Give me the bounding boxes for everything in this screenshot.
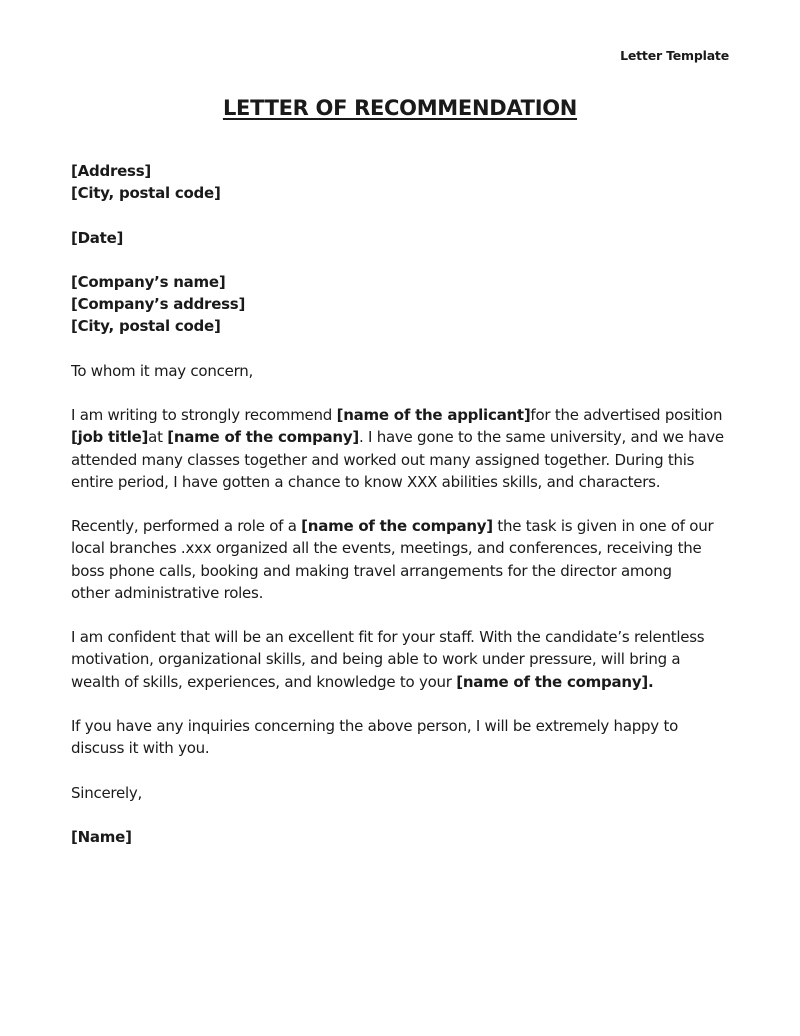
paragraph-3-line-2: motivation, organizational skills, and being able to work under pressure, will bring a <box>71 650 681 669</box>
paragraph-2-line-4: other administrative roles. <box>71 583 264 602</box>
text-segment: Recently, performed a role of a <box>71 517 302 536</box>
paragraph-2-line-2: local branches .xxx organized all the events, meetings, and conferences, receiving the <box>71 539 702 558</box>
paragraph-1-line-4: entire period, I have gotten a chance to know XXX abilities skills, and characters. <box>71 472 661 491</box>
job-title-placeholder: [job title] <box>71 428 149 447</box>
paragraph-3 <box>71 626 741 693</box>
sender-address: [Address] <box>71 162 151 180</box>
paragraph-2-line-1 <box>71 515 741 537</box>
salutation-text: To whom it may concern, <box>71 361 253 380</box>
company-name-placeholder: [name of the company] <box>167 428 359 447</box>
paragraph-3-line-3 <box>71 671 741 693</box>
recipient-company-name: [Company’s name] <box>71 272 226 291</box>
recipient-address-block <box>71 271 741 338</box>
closing <box>71 782 741 804</box>
paragraph-4 <box>71 715 741 759</box>
company-name-placeholder: [name of the company] <box>301 517 493 536</box>
date-block <box>71 227 741 249</box>
letter-body <box>71 160 741 870</box>
letter-date: [Date] <box>71 228 124 247</box>
paragraph-1-line-1 <box>71 404 741 426</box>
paragraph-2-line-3: boss phone calls, booking and making travel arrangements for the director among <box>71 561 672 580</box>
paragraph-4-line-1: If you have any inquiries concerning the above person, I will be extremely happy to <box>71 716 679 735</box>
text-segment: the task is given in one of our <box>492 517 714 536</box>
company-name-placeholder: [name of the company] <box>456 672 648 691</box>
paragraph-3-line-1: I am confident that will be an excellent fit for your staff. With the candidate’s relentless <box>71 628 705 647</box>
paragraph-1-line-2 <box>71 426 741 448</box>
signature-block <box>71 826 741 848</box>
closing-text: Sincerely, <box>71 783 143 802</box>
sender-address-block <box>71 160 741 204</box>
recipient-company-address: [Company’s address] <box>71 295 246 314</box>
paragraph-4-line-2: discuss it with you. <box>71 739 210 758</box>
letter-template-label: Letter Template <box>620 48 729 63</box>
text-segment: wealth of skills, experiences, and knowledge to your <box>71 672 457 691</box>
sender-city-postal: [City, postal code] <box>71 184 221 203</box>
text-segment: . I have gone to the same university, and we have <box>359 428 724 447</box>
text-segment: I am writing to strongly recommend <box>71 406 337 425</box>
applicant-name-placeholder: [name of the applicant] <box>336 406 531 425</box>
text-segment: . <box>647 672 654 691</box>
paragraph-2 <box>71 515 741 604</box>
signature-name: [Name] <box>71 827 132 846</box>
salutation <box>71 360 741 382</box>
text-segment: for the advertised position <box>530 406 723 425</box>
document-title: LETTER OF RECOMMENDATION <box>222 96 578 120</box>
paragraph-1-line-3: attended many classes together and worked out many assigned together. During this <box>71 450 695 469</box>
paragraph-1 <box>71 404 741 493</box>
text-segment: at <box>148 428 168 447</box>
recipient-city-postal: [City, postal code] <box>71 317 221 336</box>
